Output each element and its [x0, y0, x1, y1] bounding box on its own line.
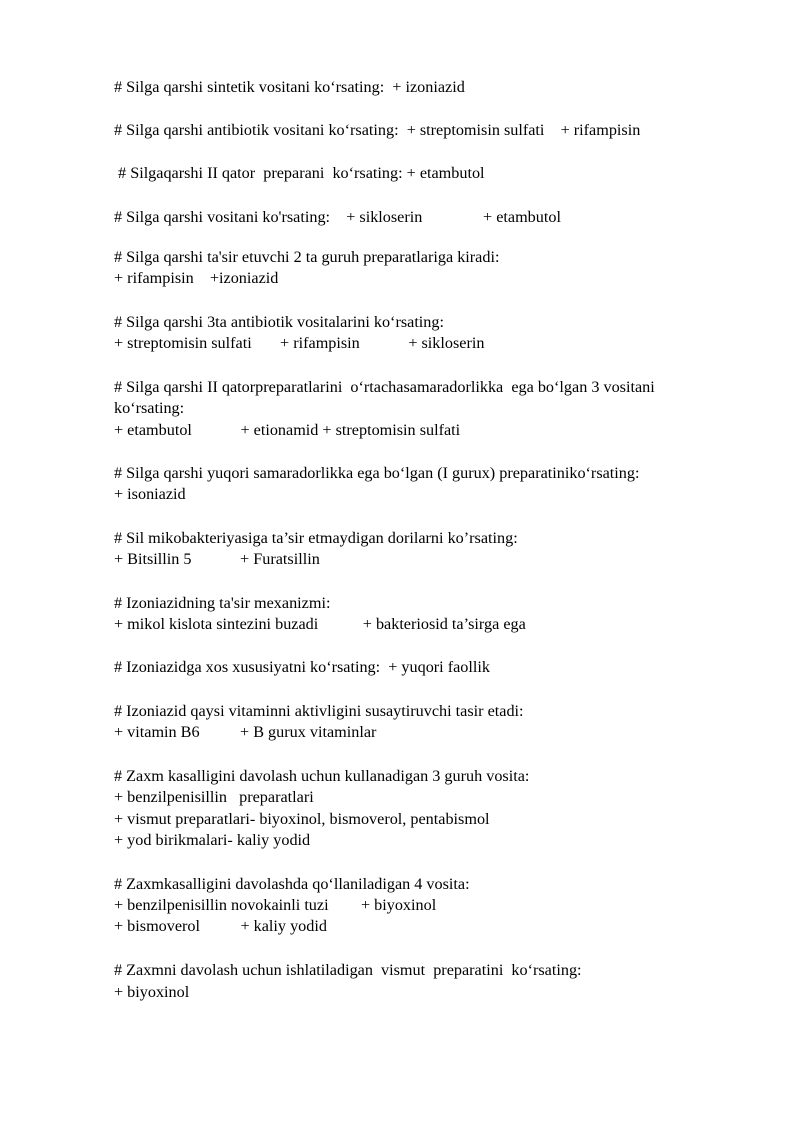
question-line: # Silga qarshi ta'sir etuvchi 2 ta guruh preparatlariga kiradi: [114, 248, 500, 266]
answer-line: + etambutol + etionamid + streptomisin sulfati [114, 421, 461, 439]
question-line: # Zaxm kasalligini davolash uchun kullanadigan 3 guruh vosita: [114, 767, 530, 785]
answer-line: + biyoxinol [114, 983, 190, 1001]
question-line: # Silga qarshi II qatorpreparatlarini o‘rtachasamaradorlikka ega bo‘lgan 3 vositani [114, 378, 655, 396]
question-line: # Silga qarshi yuqori samaradorlikka ega bo‘lgan (I gurux) preparatiniko‘rsating: [114, 464, 640, 482]
answer-line: + isoniazid [114, 485, 186, 503]
answer-line: + vismut preparatlari- biyoxinol, bismoverol, pentabismol [114, 810, 490, 828]
answer-line: + Bitsillin 5 + Furatsillin [114, 550, 320, 568]
question-line: # Silga qarshi sintetik vositani ko‘rsating: + izoniazid [114, 78, 465, 96]
question-line: # Silga qarshi vositani ko'rsating: + sikloserin + etambutol [114, 208, 561, 226]
answer-line: + bismoverol + kaliy yodid [114, 917, 327, 935]
answer-line: + benzilpenisillin novokainli tuzi + biyoxinol [114, 896, 437, 914]
question-line: # Izoniazidga xos xususiyatni ko‘rsating: + yuqori faollik [114, 658, 490, 676]
question-line: # Silga qarshi antibiotik vositani ko‘rsating: + streptomisin sulfati + rifampisin [114, 121, 641, 139]
answer-line: + mikol kislota sintezini buzadi + bakteriosid ta’sirga ega [114, 615, 526, 633]
question-line: # Zaxmkasalligini davolashda qo‘llaniladigan 4 vosita: [114, 875, 470, 893]
answer-line: + benzilpenisillin preparatlari [114, 788, 314, 806]
question-line: # Silgaqarshi II qator preparani ko‘rsating: + etambutol [114, 164, 485, 182]
question-line: # Sil mikobakteriyasiga ta’sir etmaydigan dorilarni ko’rsating: [114, 529, 518, 547]
question-line: # Izoniazid qaysi vitaminni aktivligini susaytiruvchi tasir etadi: [114, 702, 524, 720]
answer-line: + rifampisin +izoniazid [114, 269, 279, 287]
question-line: ko‘rsating: [114, 399, 185, 417]
question-line: # Zaxmni davolash uchun ishlatiladigan vismut preparatini ko‘rsating: [114, 961, 582, 979]
question-line: # Silga qarshi 3ta antibiotik vositalarini ko‘rsating: [114, 313, 444, 331]
answer-line: + yod birikmalari- kaliy yodid [114, 831, 311, 849]
answer-line: + streptomisin sulfati + rifampisin + sikloserin [114, 334, 485, 352]
answer-line: + vitamin B6 + B gurux vitaminlar [114, 723, 377, 741]
question-line: # Izoniazidning ta'sir mexanizmi: [114, 594, 331, 612]
